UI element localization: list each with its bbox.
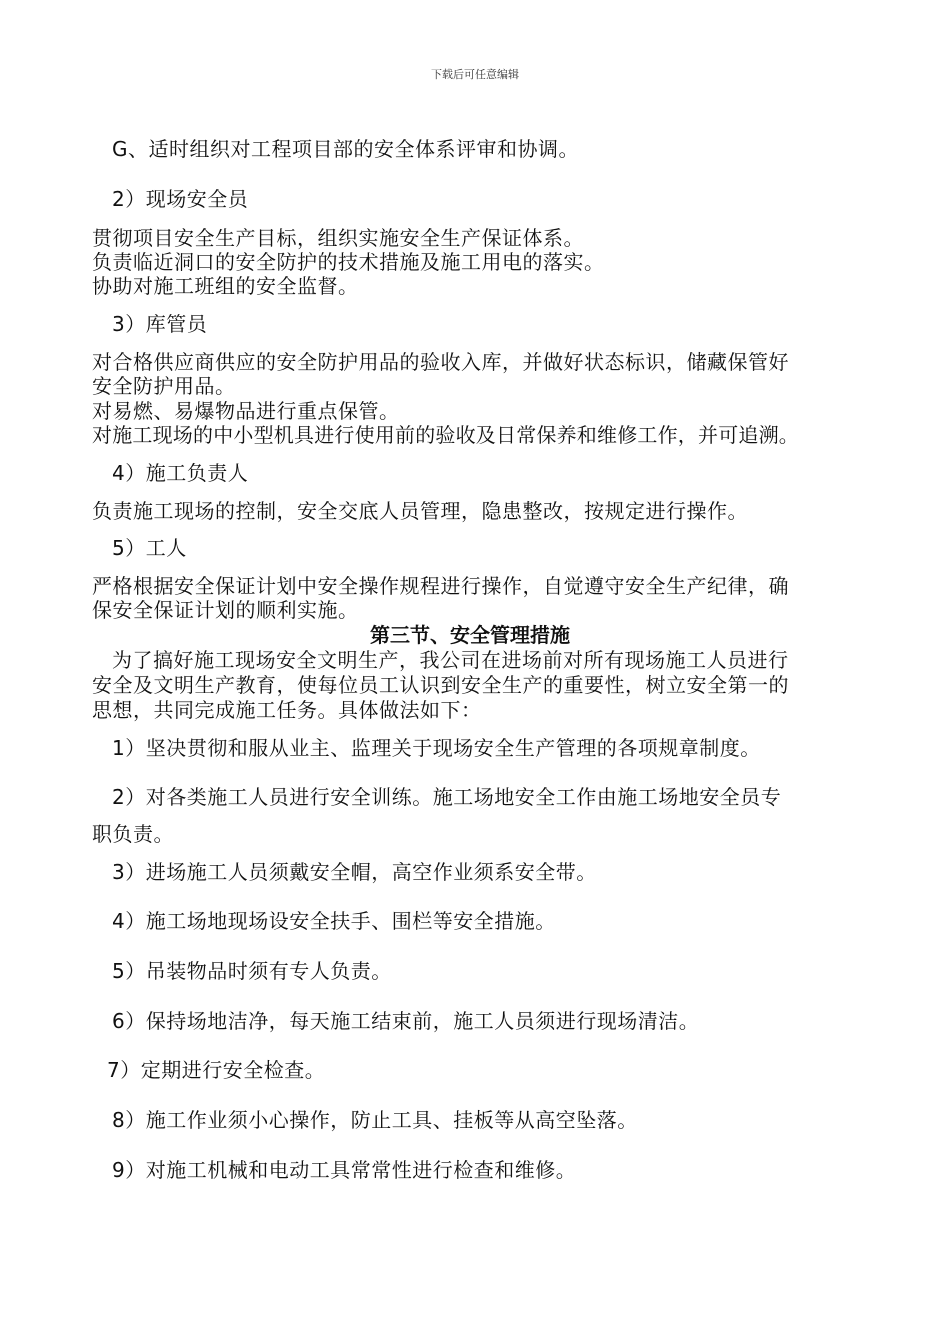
measure-item: 5）吊装物品时须有专人负责。	[112, 959, 392, 983]
measure-item: 2）对各类施工人员进行安全训练。施工场地安全工作由施工场地安全员专	[112, 785, 782, 809]
warehouse-keeper-duty: 对易燃、易爆物品进行重点保管。	[92, 399, 400, 423]
section-intro: 思想，共同完成施工任务。具体做法如下：	[92, 698, 482, 722]
safety-officer-duty: 贯彻项目安全生产目标，组织实施安全生产保证体系。	[92, 226, 584, 250]
construction-lead-heading: 4）施工负责人	[112, 461, 249, 485]
worker-duty: 严格根据安全保证计划中安全操作规程进行操作，自觉遵守安全生产纪律，确	[92, 574, 789, 598]
section-title: 第三节、安全管理措施	[370, 623, 570, 647]
measure-item: 1）坚决贯彻和服从业主、监理关于现场安全生产管理的各项规章制度。	[112, 736, 761, 760]
measure-item: 8）施工作业须小心操作，防止工具、挂板等从高空坠落。	[112, 1108, 638, 1132]
measure-item: 3）进场施工人员须戴安全帽，高空作业须系安全带。	[112, 860, 597, 884]
item-g: G、适时组织对工程项目部的安全体系评审和协调。	[112, 137, 579, 161]
warehouse-keeper-duty: 对合格供应商供应的安全防护用品的验收入库，并做好状态标识，储藏保管好	[92, 350, 789, 374]
measure-item: 4）施工场地现场设安全扶手、围栏等安全措施。	[112, 909, 556, 933]
safety-officer-duty: 负责临近洞口的安全防护的技术措施及施工用电的落实。	[92, 250, 605, 274]
worker-heading: 5）工人	[112, 536, 187, 560]
measure-item: 9）对施工机械和电动工具常常性进行检查和维修。	[112, 1158, 577, 1182]
measure-item: 职负责。	[92, 822, 174, 846]
safety-officer-heading: 2）现场安全员	[112, 187, 249, 211]
safety-officer-duty: 协助对施工班组的安全监督。	[92, 274, 359, 298]
measure-item: 7）定期进行安全检查。	[107, 1058, 326, 1082]
warehouse-keeper-duty: 安全防护用品。	[92, 374, 236, 398]
section-intro: 安全及文明生产教育，使每位员工认识到安全生产的重要性，树立安全第一的	[92, 673, 789, 697]
warehouse-keeper-duty: 对施工现场的中小型机具进行使用前的验收及日常保养和维修工作，并可追溯。	[92, 423, 799, 447]
worker-duty: 保安全保证计划的顺利实施。	[92, 598, 359, 622]
warehouse-keeper-heading: 3）库管员	[112, 312, 208, 336]
page-header-note: 下载后可任意编辑	[431, 68, 519, 81]
measure-item: 6）保持场地洁净，每天施工结束前，施工人员须进行现场清洁。	[112, 1009, 700, 1033]
construction-lead-duty: 负责施工现场的控制，安全交底人员管理，隐患整改，按规定进行操作。	[92, 499, 748, 523]
section-intro: 为了搞好施工现场安全文明生产，我公司在进场前对所有现场施工人员进行	[112, 648, 789, 672]
